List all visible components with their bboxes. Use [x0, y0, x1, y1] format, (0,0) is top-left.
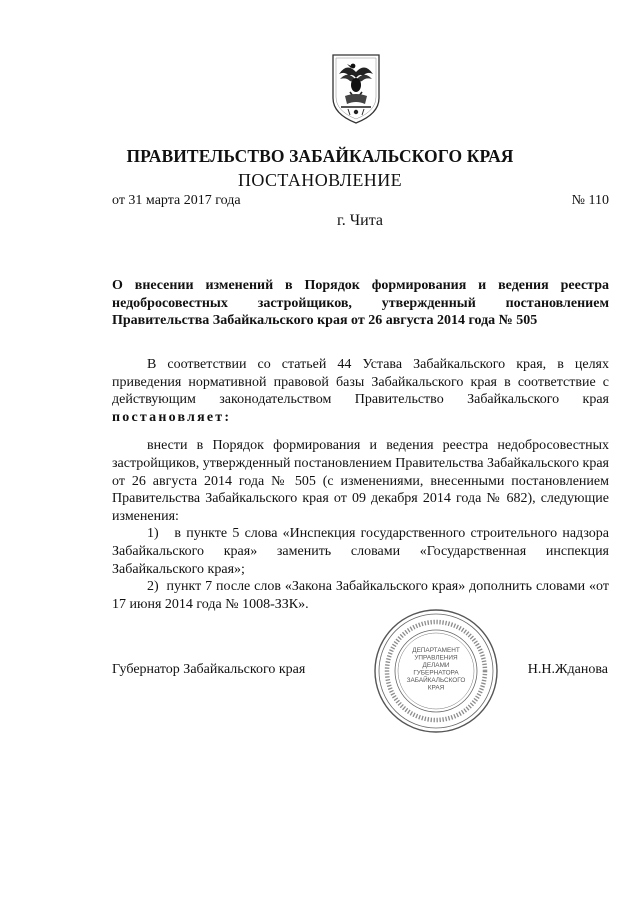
organization-title: ПРАВИТЕЛЬСТВО ЗАБАЙКАЛЬСКОГО КРАЯ — [126, 146, 514, 166]
list-item-text: в пункте 5 слова «Инспекция государственного строительного надзора Забайкальского края» заменить словами «Государственная инспекция Забайкальского края»; — [112, 526, 610, 577]
list-item-marker: 1) — [147, 526, 159, 542]
document-number: № 110 — [571, 193, 609, 208]
preamble-text: В соответствии со статьей 44 Устава Забайкальского края, в целях приведения нормативной правовой базы Забайкальского края в соответствие с действующим законодательством Правительство Забайкальского края — [112, 357, 609, 408]
svg-text:ГУБЕРНАТОРА: ГУБЕРНАТОРА — [413, 669, 459, 677]
document-type: ПОСТАНОВЛЕНИЕ — [237, 170, 403, 190]
document-body — [112, 356, 609, 613]
svg-text:КРАЯ: КРАЯ — [427, 684, 445, 692]
official-seal-stamp — [372, 607, 500, 735]
signature-title: Губернатор Забайкальского края — [112, 662, 306, 677]
svg-text:ДЕПАРТАМЕНТ: ДЕПАРТАМЕНТ — [412, 647, 460, 654]
signature-name: Н.Н.Жданова — [527, 662, 608, 677]
list-item-text: пункт 7 после слов «Закона Забайкальского края» дополнить словами «от 17 июня 2014 года № 1008-ЗЗК». — [112, 579, 609, 612]
document-subject: О внесении изменений в Порядок формирования и ведения реестра недобросовестных застройщиков, утвержденный постановлением Правительства Забайкальского края от 26 августа 2014 года № 505 — [112, 278, 609, 328]
svg-text:УПРАВЛЕНИЯ: УПРАВЛЕНИЯ — [414, 654, 458, 662]
svg-text:ЗАБАЙКАЛЬСКОГО: ЗАБАЙКАЛЬСКОГО — [406, 677, 466, 684]
svg-text:ДЕЛАМИ: ДЕЛАМИ — [422, 662, 450, 669]
resolves-word: постановляет: — [112, 409, 232, 425]
list-item-marker: 2) — [147, 579, 159, 595]
preamble-paragraph — [112, 356, 609, 426]
decision-paragraph: внести в Порядок формирования и ведения реестра недобросовестных застройщиков, утвержденный постановлением Правительства Забайкальского края от 26 августа 2014 года № 505 (с изменениями, внесенными постановлением Правительства Забайкальского края от 09 декабря 2014 года № 682), следующие изменения: — [112, 438, 609, 524]
coat-of-arms-emblem — [327, 52, 385, 126]
list-item-1 — [112, 525, 609, 578]
document-city: г. Чита — [336, 212, 383, 229]
document-date: от 31 марта 2017 года — [112, 193, 241, 208]
seal-center-text — [407, 647, 466, 692]
list-item-2 — [112, 578, 609, 613]
